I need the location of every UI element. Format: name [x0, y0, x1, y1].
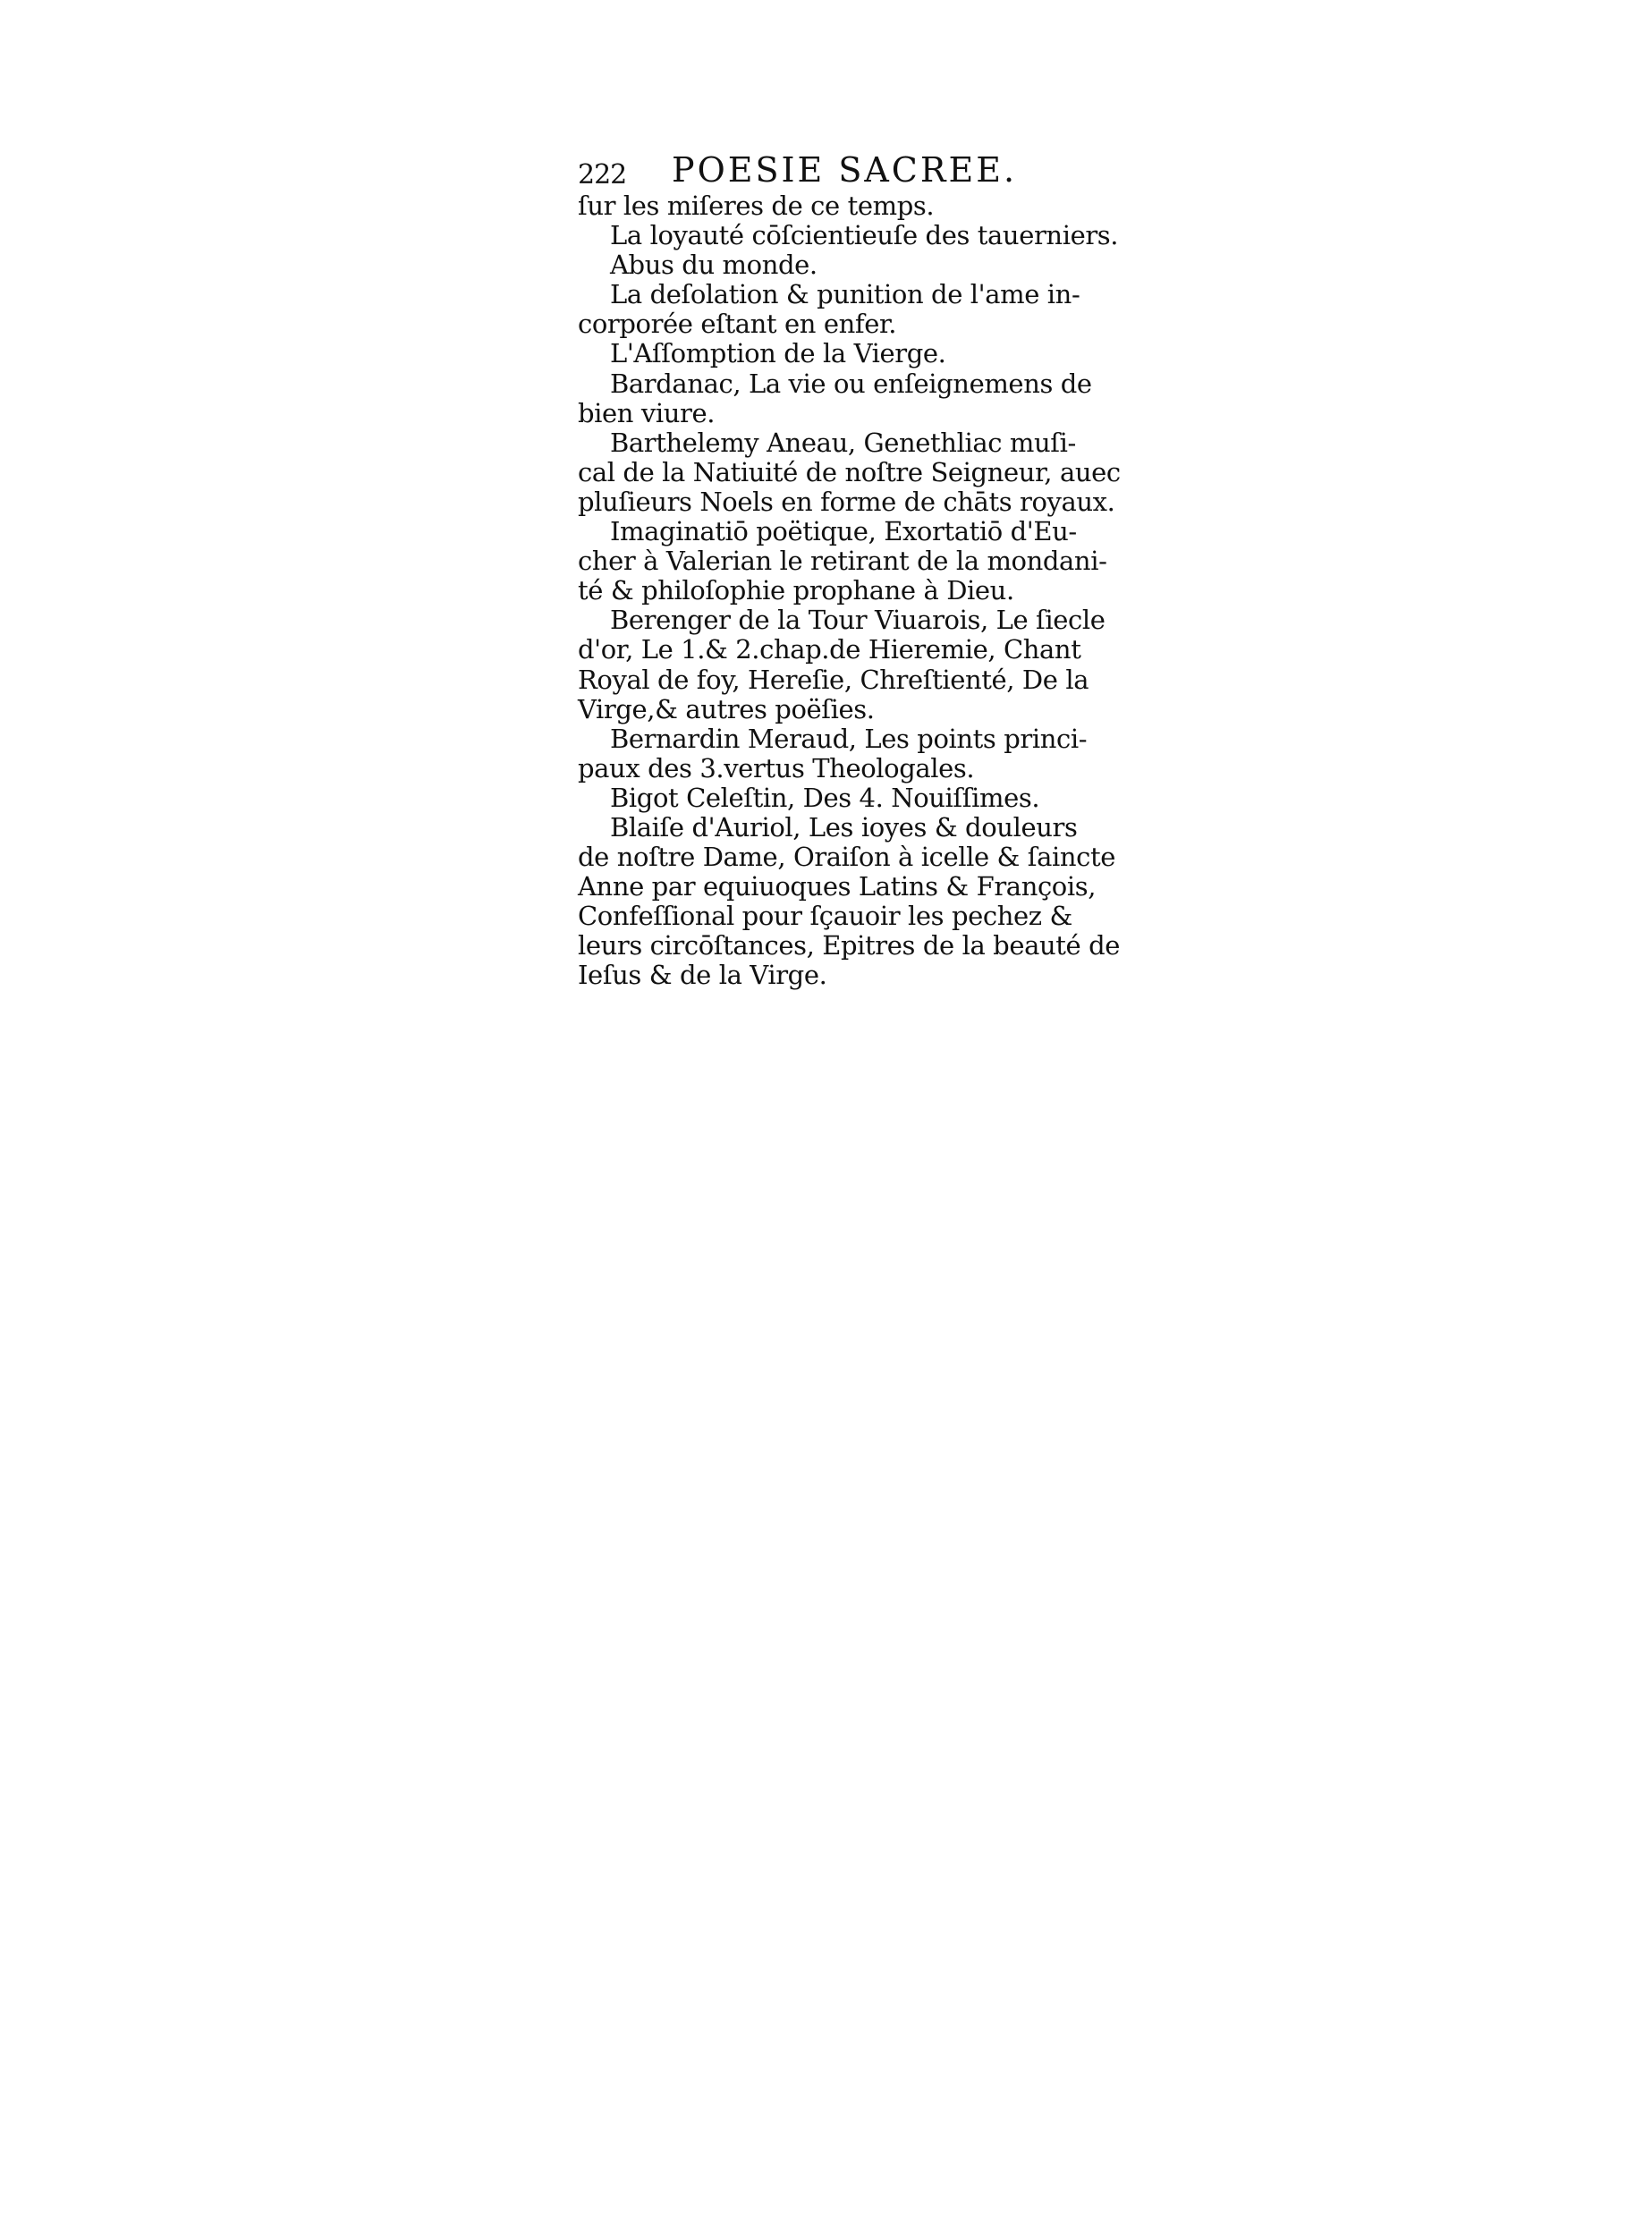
text-line: d'or, Le 1.& 2.chap.de Hieremie, Chant [578, 634, 1081, 665]
text-line: Royal de foy, Hereſie, Chreſtienté, De la [578, 664, 1089, 695]
text-line: Imaginatiō poëtique, Exortatiō d'Eu- [610, 516, 1077, 547]
text-line: L'Aſſomption de la Vierge. [610, 338, 946, 369]
text-line: pluſieurs Noels en forme de chāts royaux. [578, 486, 1115, 517]
text-line: Ieſus & de la Virge. [578, 960, 827, 991]
text-line: Abus du monde. [610, 250, 818, 281]
text-line: La loyauté cōſcientieuſe des tauerniers. [610, 220, 1119, 251]
text-line: Berenger de la Tour Viuarois, Le ſiecle [610, 605, 1106, 636]
text-line: Barthelemy Aneau, Genethliac muſi- [610, 427, 1076, 458]
text-line: Bigot Celeſtin, Des 4. Nouiſſimes. [610, 782, 1040, 813]
text-line: de noſtre Dame, Oraiſon à icelle & ſaincte [578, 842, 1116, 873]
page-header [578, 148, 1132, 191]
text-line: Virge,& autres poëſies. [578, 693, 875, 724]
body-text [578, 191, 1132, 991]
text-line: leurs circōſtances, Epitres de la beauté de [578, 930, 1121, 961]
text-line: cher à Valerian le retirant de la mondani- [578, 546, 1107, 577]
text-line: Bernardin Meraud, Les points princi- [610, 723, 1088, 754]
text-line: Confeſſional pour ſçauoir les pechez & [578, 901, 1072, 932]
text-line: Blaiſe d'Auriol, Les ioyes & douleurs [610, 811, 1078, 843]
running-title: POESIE SACREE. [672, 150, 1018, 190]
text-block [578, 148, 1132, 991]
text-line: cal de la Natiuité de noſtre Seigneur, auec [578, 456, 1121, 487]
text-line: paux des 3.vertus Theologales. [578, 752, 975, 783]
text-line: Bardanac, La vie ou enſeignemens de [610, 368, 1092, 399]
text-line: ſur les miſeres de ce temps. [578, 191, 935, 221]
page-number: 222 [578, 159, 627, 191]
text-line: bien viure. [578, 397, 716, 428]
text-line: La deſolation & punition de l'ame in- [610, 279, 1080, 310]
text-line: té & philoſophie prophane à Dieu. [578, 575, 1014, 606]
text-line: Anne par equiuoques Latins & François, [578, 871, 1097, 902]
text-line: corporée eſtant en enfer. [578, 309, 897, 340]
